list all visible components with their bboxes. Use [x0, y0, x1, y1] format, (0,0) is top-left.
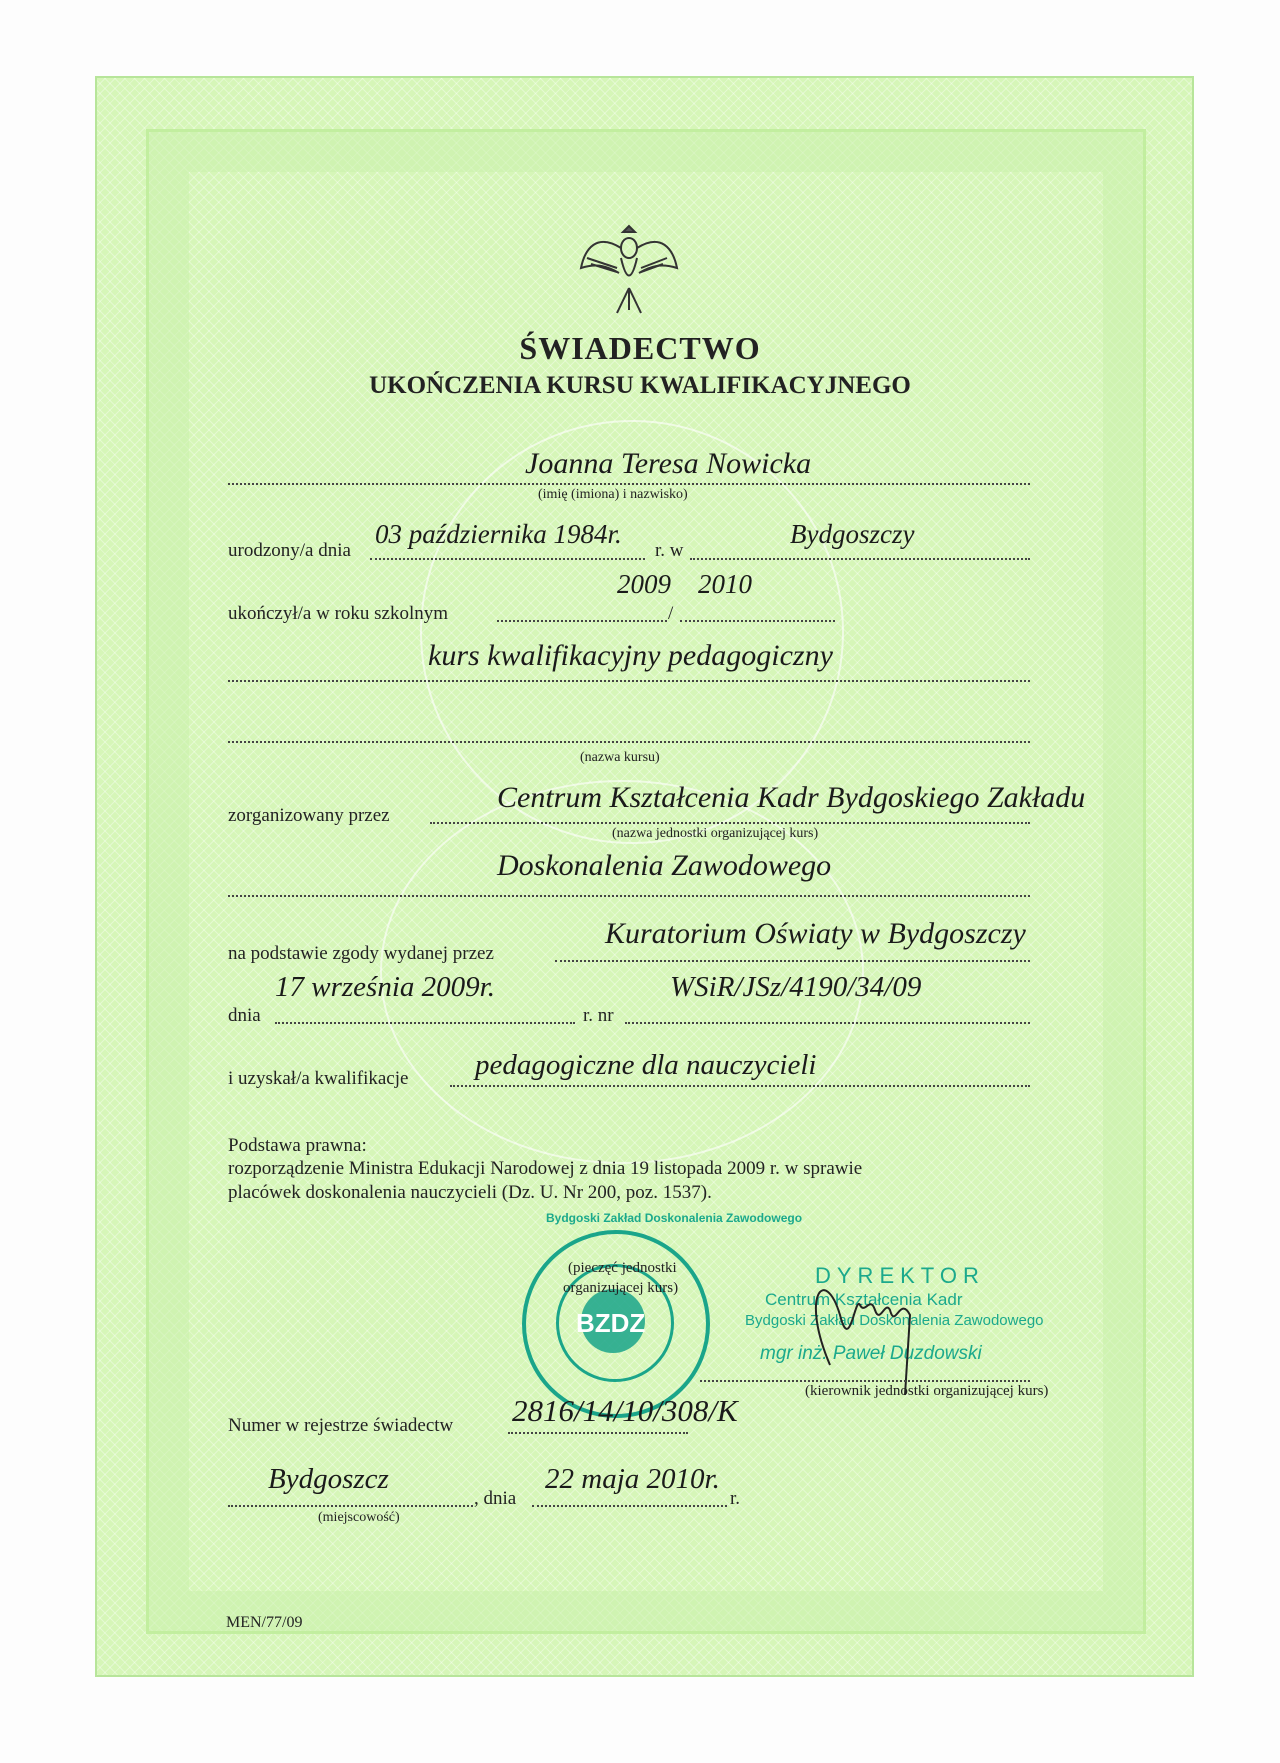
- qualification-value: pedagogiczne dla nauczycieli: [475, 1049, 817, 1081]
- course-value: kurs kwalifikacyjny pedagogiczny: [428, 639, 833, 672]
- name-value: Joanna Teresa Nowicka: [525, 447, 812, 480]
- stamp-logo: BZDZ: [576, 1308, 646, 1338]
- certificate-subtitle: UKOŃCZENIA KURSU KWALIFIKACYJNEGO: [369, 372, 911, 399]
- course-caption: (nazwa kursu): [580, 750, 660, 765]
- approval-number-line: [625, 1022, 1030, 1024]
- director-line1: Centrum Kształcenia Kadr: [765, 1290, 963, 1309]
- year-to-value: 2010: [698, 569, 752, 599]
- director-line2: Bydgoski Zakład Doskonalenia Zawodowego: [745, 1312, 1044, 1329]
- course-line-1: [228, 680, 1030, 682]
- birth-date-value: 03 października 1984r.: [375, 519, 622, 549]
- year-to-line: [680, 620, 835, 622]
- birth-date-line: [370, 558, 645, 560]
- legal-line1: rozporządzenie Ministra Edukacji Narodowej z dnia 19 listopada 2009 r. w sprawie: [228, 1158, 863, 1179]
- register-line: [508, 1432, 688, 1434]
- organizer-line1: Centrum Kształcenia Kadr Bydgoskiego Zakładu: [497, 781, 1086, 814]
- organizer-caption: (nazwa jednostki organizującej kurs): [612, 826, 819, 841]
- director-name: mgr inż. Paweł Duzdowski: [760, 1343, 982, 1364]
- approval-number-label: r. nr: [583, 1005, 614, 1026]
- date-label: , dnia: [474, 1488, 517, 1509]
- birth-place-label: r. w: [655, 540, 684, 561]
- organizer-label: zorganizowany przez: [228, 805, 390, 826]
- year-from-line: [497, 620, 667, 622]
- birth-place-value: Bydgoszczy: [790, 519, 915, 549]
- approval-date-value: 17 września 2009r.: [275, 971, 495, 1003]
- stamp-ring-text: Bydgoski Zakład Doskonalenia Zawodowego: [546, 1211, 803, 1225]
- year-separator: /: [668, 603, 674, 624]
- year-from-value: 2009: [617, 569, 671, 599]
- birth-place-line: [690, 558, 1030, 560]
- place-caption: (miejscowość): [318, 1510, 400, 1525]
- date-suffix: r.: [730, 1488, 741, 1509]
- birth-label: urodzony/a dnia: [228, 540, 351, 561]
- stamp-caption-1: (pieczęć jednostki: [568, 1260, 677, 1276]
- approval-number-value: WSiR/JSz/4190/34/09: [670, 971, 922, 1003]
- director-title: DYREKTOR: [815, 1263, 985, 1288]
- eagle-emblem-icon: [577, 218, 681, 316]
- certificate-title: ŚWIADECTWO: [519, 330, 761, 366]
- issue-date-value: 22 maja 2010r.: [545, 1463, 720, 1495]
- director-signature-line: [700, 1380, 1030, 1382]
- place-line: [228, 1505, 473, 1507]
- name-caption: (imię (imiona) i nazwisko): [538, 487, 688, 502]
- name-line: [228, 483, 1030, 485]
- issue-date-line: [532, 1505, 727, 1507]
- school-year-label: ukończył/a w roku szkolnym: [228, 603, 449, 624]
- register-number-value: 2816/14/10/308/K: [512, 1393, 738, 1428]
- qualification-line: [450, 1085, 1030, 1087]
- approval-date-line: [275, 1022, 575, 1024]
- qualification-label: i uzyskał/a kwalifikacje: [228, 1068, 409, 1089]
- course-line-2: [228, 741, 1030, 743]
- organizer-line2: Doskonalenia Zawodowego: [497, 849, 832, 882]
- form-code: MEN/77/09: [226, 1614, 303, 1631]
- legal-heading: Podstawa prawna:: [228, 1135, 367, 1156]
- director-caption: (kierownik jednostki organizującej kurs): [805, 1383, 1049, 1399]
- approval-date-label: dnia: [228, 1005, 261, 1026]
- legal-line2: placówek doskonalenia nauczycieli (Dz. U. Nr 200, poz. 1537).: [228, 1182, 712, 1203]
- stamp-caption-2: organizującej kurs): [563, 1280, 679, 1296]
- approval-label: na podstawie zgody wydanej przez: [228, 943, 494, 964]
- place-value: Bydgoszcz: [268, 1463, 389, 1495]
- approval-value: Kuratorium Oświaty w Bydgoszczy: [605, 917, 1026, 950]
- register-label: Numer w rejestrze świadectw: [228, 1415, 454, 1436]
- organizer-line: [430, 822, 1030, 824]
- official-stamp: [522, 1211, 803, 1418]
- organizer-line-2: [228, 895, 1030, 897]
- approval-line: [555, 960, 1030, 962]
